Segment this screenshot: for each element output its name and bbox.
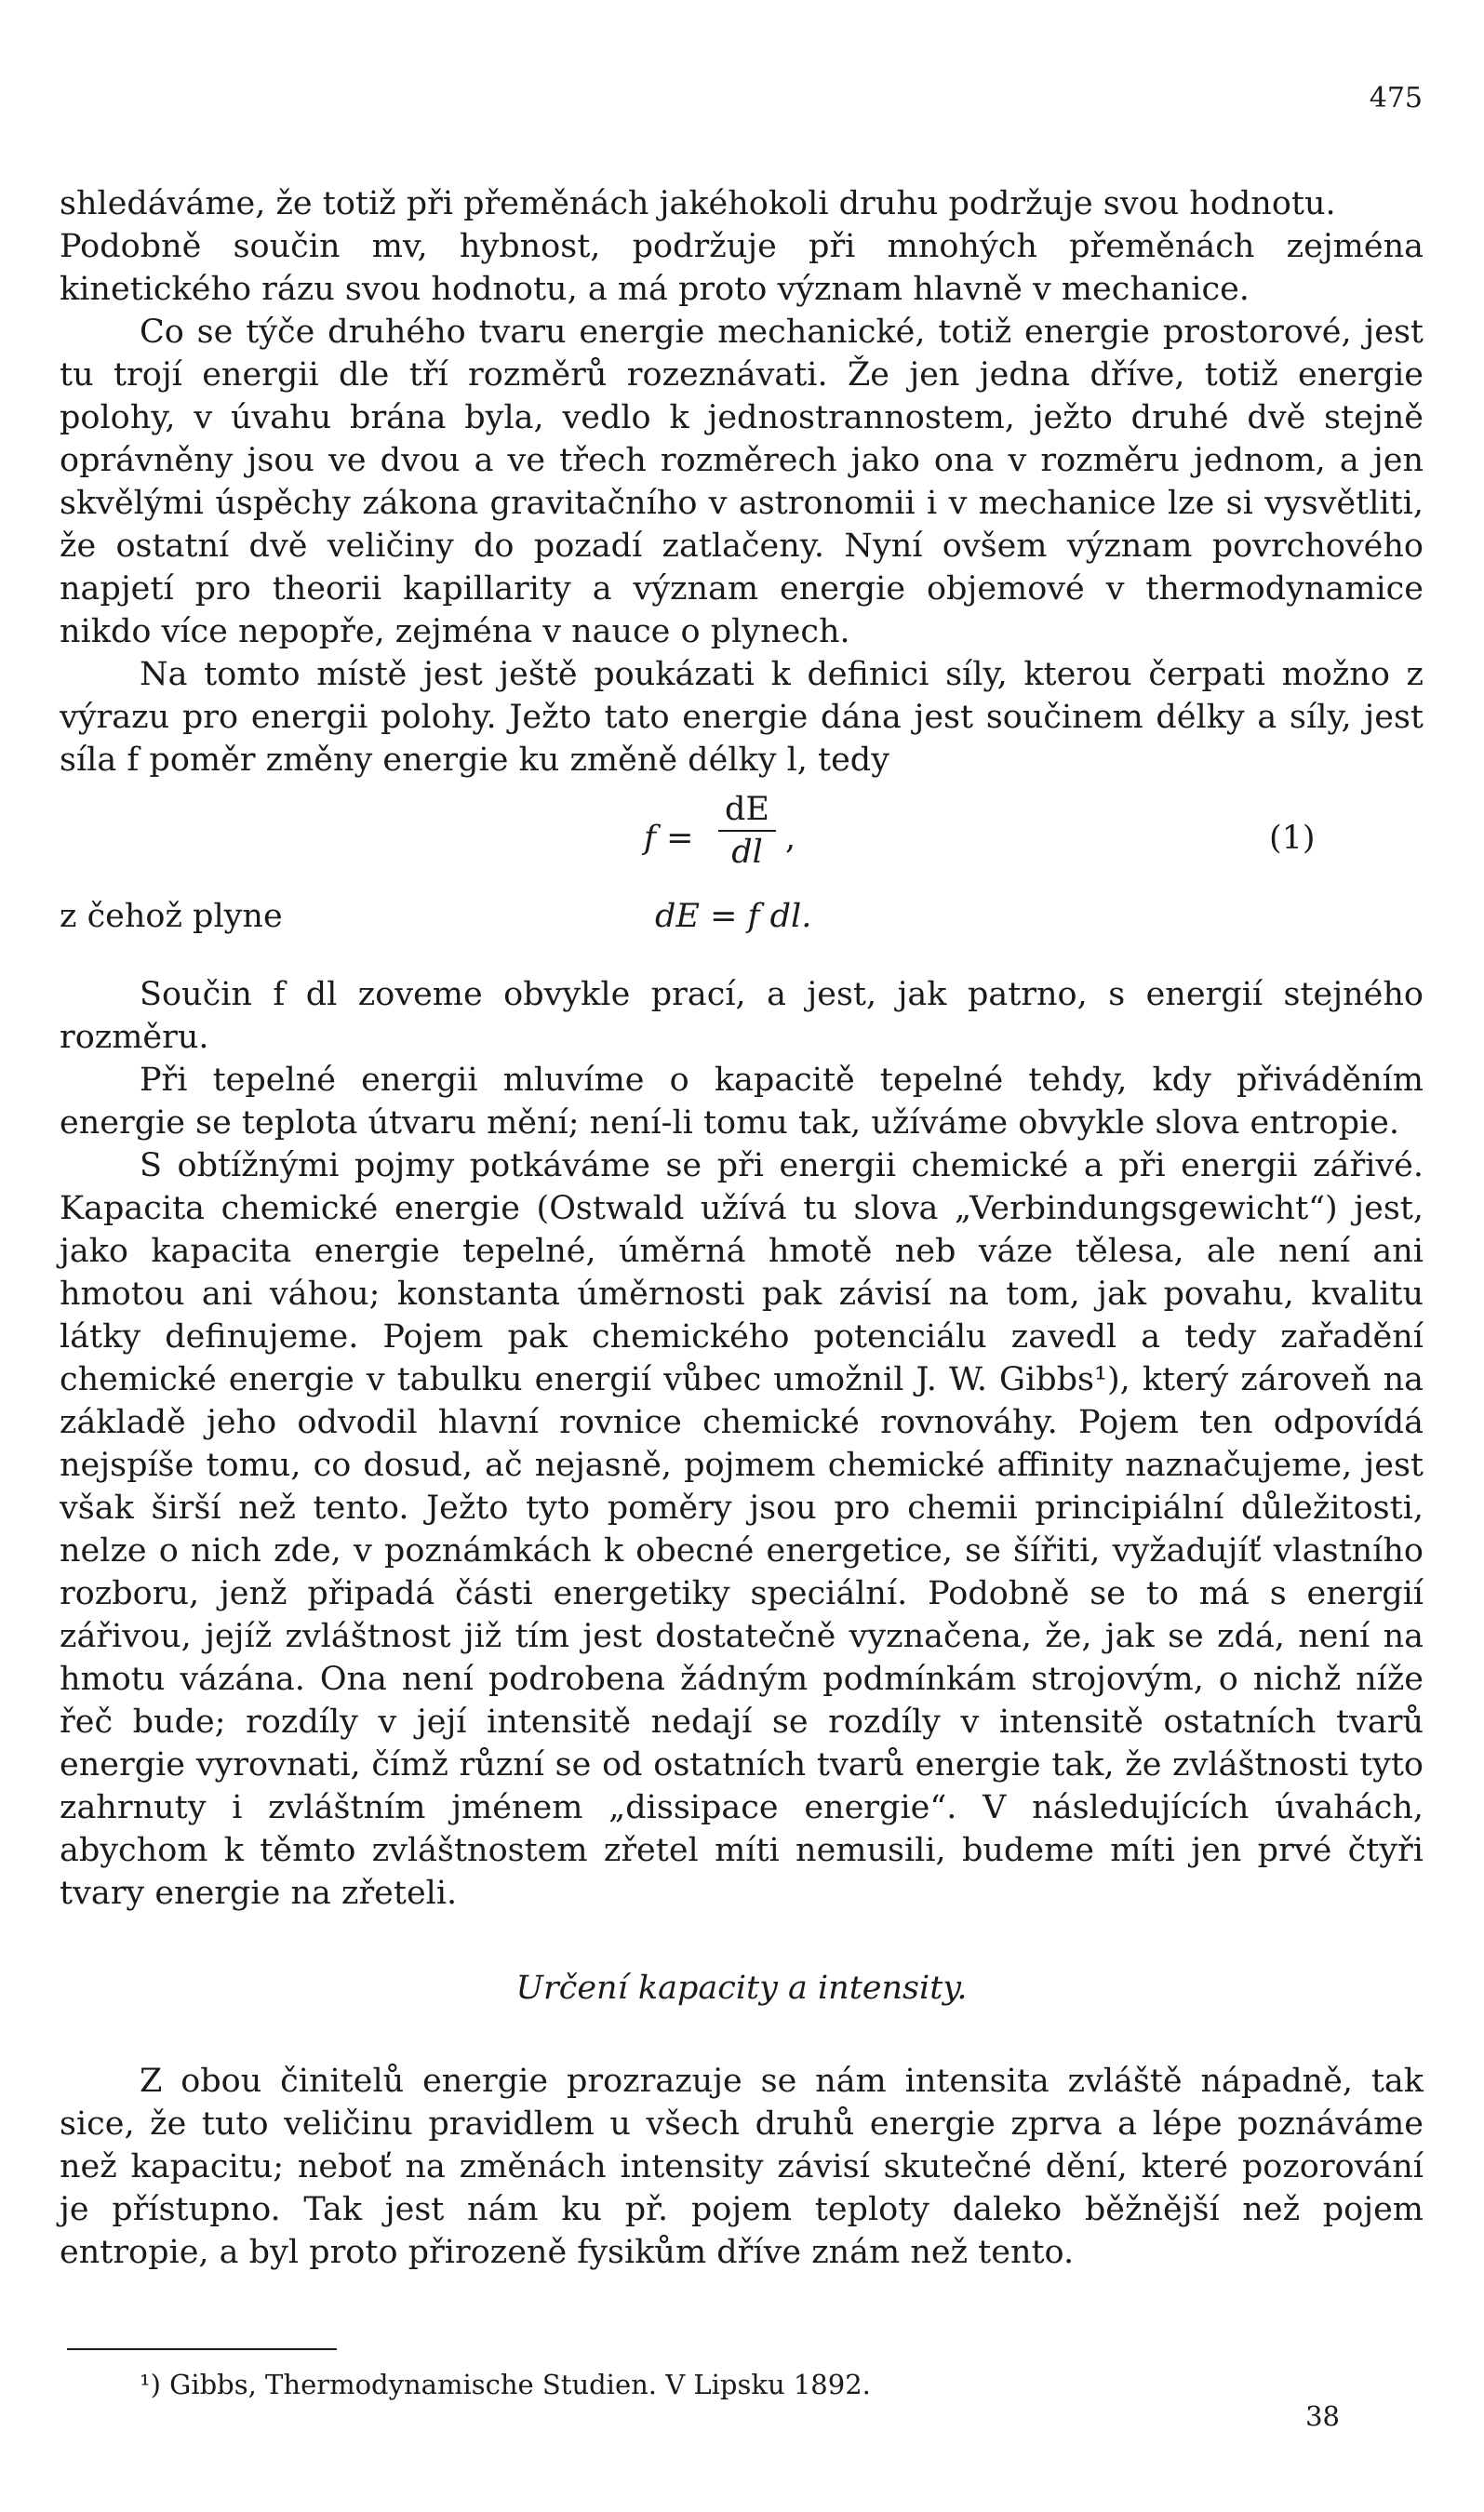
equation-2-expression: dE = f dl. xyxy=(655,898,812,935)
equation-1-lhs: f = xyxy=(644,820,694,857)
equation-1 xyxy=(60,787,1424,891)
equation-2-lead-text: z čehož plyne xyxy=(60,898,283,935)
section-heading: Určení kapacity a intensity. xyxy=(515,1970,968,2007)
paragraph-spatial-energy: Co se týče druhého tvaru energie mechanické, totiž energie prostorové, jest tu trojí energii dle tří rozměrů rozeznávati. Že jen jedna dříve, totiž energie polohy, v úvahu brána byla, vedlo k jednostrannostem, ježto druhé dvě stejně oprávněny jsou ve dvou a ve třech rozměrech jako ona v rozměru jednom, a jen skvělými úspěchy zákona gravitačního v astronomii i v mechanice lze si vysvětliti, že ostatní dvě veličiny do pozadí zatlačeny. Nyní ovšem význam povrchového napjetí pro theorii kapillarity a význam energie objemové v thermodynamice nikdo více nepopře, zejména v nauce o plynech. xyxy=(60,314,1424,650)
equation-1-denominator: dl xyxy=(731,834,763,871)
paragraph-momentum: Podobně součin mv, hybnost, podržuje při mnohých přeměnách zejména kinetického rázu svou hodnotu, a má proto význam hlavně v mechanice. xyxy=(60,228,1424,308)
paragraph-continued: shledáváme, že totiž při přeměnách jakéhokoli druhu podržuje svou hodnotu. xyxy=(60,185,1336,222)
paragraph-chemical-energy: S obtížnými pojmy potkáváme se při energii chemické a při energii zářivé. Kapacita chemické energie (Ostwald užívá tu slova „Verbindungsgewicht“) jest, jako kapacita energie tepelné, úměrná hmotě neb váze tělesa, ale není ani hmotou ani váhou; konstanta úměrnosti pak závisí na tom, jak povahu, kvalitu látky definujeme. Pojem pak chemického potenciálu zavedl a tedy zařadění chemické energie v tabulku energií vůbec umožnil J. W. Gibbs¹), který zároveň na základě jeho odvodil hlavní rovnice chemické rovnováhy. Pojem ten odpovídá nejspíše tomu, co dosud, ač nejasně, pojmem chemické affinity naznačujeme, jest však širší než tento. Ježto tyto poměry jsou pro chemii principiální důležitosti, nelze o nich zde, v poznámkách k obecné energetice, se šířiti, vyžadujíť vlastního rozboru, jenž připadá části energetiky speciální. Podobně se to má s energií zářivou, jejíž zvláštnost již tím jest dostatečně vyznačena, že, jak se zdá, není na hmotu vázána. Ona není podrobena žádným podmínkám strojovým, o nichž níže řeč bude; rozdíly v její intensitě nedají se rozdíly v intensitě ostatních tvarů energie vyrovnati, čímž různí se od ostatních tvarů energie tak, že zvláštnosti tyto zahrnuty i zvláštním jménem „dissipace energie“. V následujících úvahách, abychom k těmto zvláštnostem zřetel míti nemusili, budeme míti jen prvé čtyři tvary energie na zřeteli. xyxy=(60,1147,1424,1912)
page-number: 475 xyxy=(1369,82,1423,114)
footnote: ¹) Gibbs, Thermodynamische Studien. V Lipsku 1892. xyxy=(140,2369,871,2400)
equation-1-label: (1) xyxy=(1269,820,1316,857)
equation-1-comma: , xyxy=(785,820,796,857)
paragraph-thermal-energy: Při tepelné energii mluvíme o kapacitě tepelné tehdy, kdy přiváděním energie se teplota útvaru mění; není-li tomu tak, užíváme obvykle slova entropie. xyxy=(60,1062,1424,1142)
main-text xyxy=(60,182,1424,2274)
equation-2 xyxy=(60,891,1424,947)
signature-mark: 38 xyxy=(1305,2400,1340,2432)
paragraph-force-definition: Na tomto místě jest ještě poukázati k definici síly, kterou čerpati možno z výrazu pro energii polohy. Ježto tato energie dána jest součinem délky a síly, jest síla f poměr změny energie ku změně délky l, tedy xyxy=(60,656,1424,779)
footnote-divider xyxy=(67,2348,337,2350)
equation-1-fraction xyxy=(715,789,780,873)
paragraph-work: Součin f dl zoveme obvykle prací, a jest, jak patrno, s energií stejného rozměru. xyxy=(60,976,1424,1056)
paragraph-intensity: Z obou činitelů energie prozrazuje se nám intensita zvláště nápadně, tak sice, že tuto veličinu pravidlem u všech druhů energie zprva a lépe poznáváme než kapacitu; neboť na změnách intensity závisí skutečné dění, které pozorování je přístupno. Tak jest nám ku př. pojem teploty daleko běžnější než pojem entropie, a byl proto přirozeně fysikům dříve znám než tento. xyxy=(60,2063,1424,2271)
equation-1-numerator: dE xyxy=(725,791,769,828)
